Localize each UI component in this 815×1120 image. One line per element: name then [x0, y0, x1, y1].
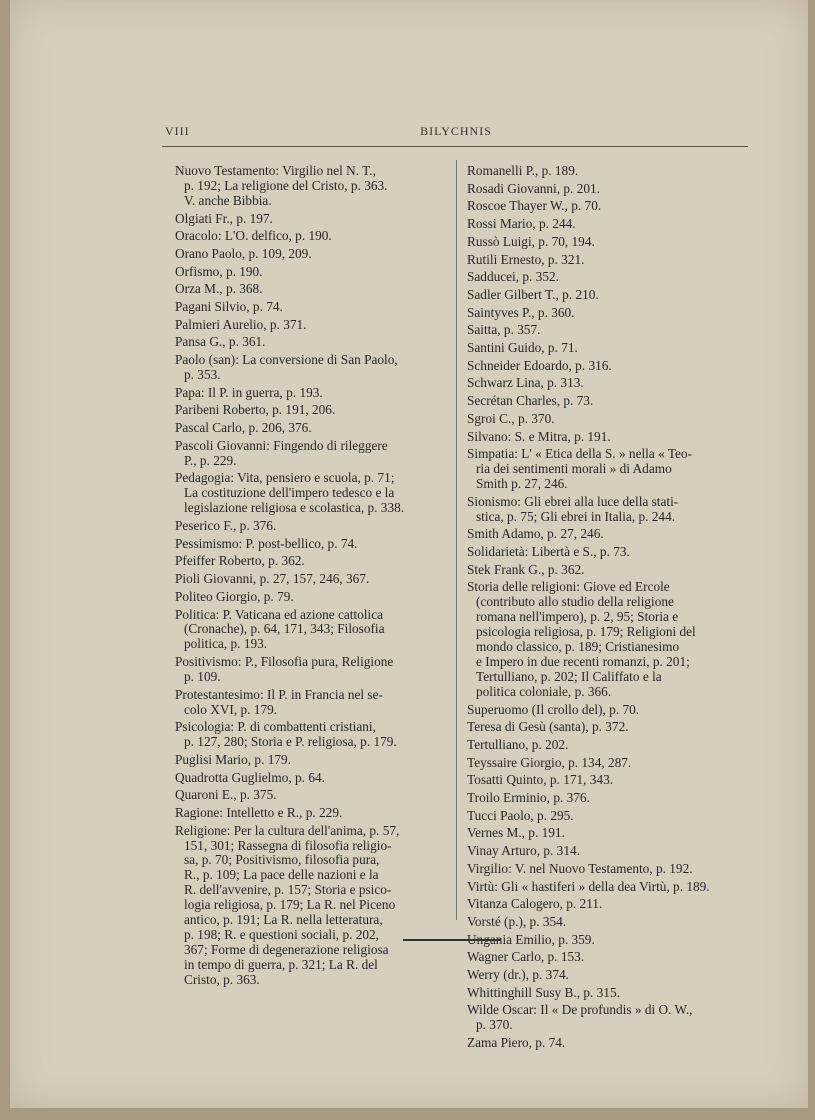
index-entry: [464, 809, 746, 824]
index-entry: [464, 933, 746, 948]
index-entry: [172, 688, 450, 718]
index-entry-line: (Cronache), p. 64, 171, 343; Filosofia: [184, 621, 385, 637]
index-entry-line: mondo classico, p. 189; Cristianesimo: [476, 639, 680, 655]
index-entry: [464, 897, 746, 912]
index-entry-line: Oracolo: L'O. delfico, p. 190.: [175, 228, 332, 244]
index-entry: [172, 335, 450, 350]
index-entry: [172, 386, 450, 401]
index-entry: [464, 394, 746, 409]
index-entry-line: Roscoe Thayer W., p. 70.: [467, 198, 602, 214]
index-entry-line: Quadrotta Guglielmo, p. 64.: [175, 769, 325, 785]
index-entry-line: Vorsté (p.), p. 354.: [467, 913, 567, 929]
index-entry-line: e Impero in due recenti romanzi, p. 201;: [476, 654, 690, 670]
index-entry: [172, 519, 450, 534]
index-entry-line: Religione: Per la cultura dell'anima, p. 57,: [175, 822, 400, 838]
index-entry: [172, 318, 450, 333]
index-entry-line: p. 353.: [184, 367, 221, 383]
index-entry: [464, 720, 746, 735]
index-entry-line: Whittinghill Susy B., p. 315.: [467, 984, 620, 1000]
index-entry: [464, 703, 746, 718]
index-entry-line: Tertulliano, p. 202; Il Califfato e la: [476, 668, 662, 684]
index-entry: [172, 608, 450, 653]
index-entry: [172, 572, 450, 587]
index-entry: [172, 537, 450, 552]
index-entry: [464, 738, 746, 753]
index-entry: [464, 915, 746, 930]
index-entry: [464, 545, 746, 560]
index-entry: [464, 986, 746, 1001]
index-entry-line: V. anche Bibbia.: [184, 192, 272, 208]
index-entry: [464, 791, 746, 806]
index-entry: [464, 1036, 746, 1051]
index-entry-line: Storia delle religioni: Giove ed Ercole: [467, 579, 670, 595]
index-entry-line: Vernes M., p. 191.: [467, 825, 565, 841]
index-entry: [172, 247, 450, 262]
index-entry-line: Politeo Giorgio, p. 79.: [175, 588, 294, 604]
index-entry: [464, 968, 746, 983]
index-column-right: [464, 164, 746, 1054]
index-entry: [464, 182, 746, 197]
index-entry: [464, 447, 746, 492]
index-entry: [464, 376, 746, 391]
page-folio: VIII: [165, 124, 190, 138]
index-entry-line: Pedagogia: Vita, pensiero e scuola, p. 71;: [175, 470, 395, 486]
index-entry: [172, 282, 450, 297]
index-entry-line: (contributo allo studio della religione: [476, 594, 674, 610]
index-entry: [464, 773, 746, 788]
index-entry-line: Protestantesimo: Il P. in Francia nel se-: [175, 686, 383, 702]
index-entry-line: R. dell'avvenire, p. 157; Storia e psico-: [184, 882, 392, 898]
index-entry-line: Pagani Silvio, p. 74.: [175, 299, 283, 315]
index-entry-line: Pioli Giovanni, p. 27, 157, 246, 367.: [175, 571, 370, 587]
index-entry: [464, 359, 746, 374]
index-entry-line: Virtù: Gli « hastiferi » della dea Virtù, p. 189.: [467, 878, 710, 894]
index-entry-line: psicologia religiosa, p. 179; Religioni del: [476, 624, 696, 640]
index-entry: [464, 495, 746, 525]
index-entry: [172, 164, 450, 209]
index-entry: [172, 265, 450, 280]
index-entry-line: p. 109.: [184, 668, 221, 684]
index-entry-line: Simpatia: L' « Etica della S. » nella « Teo-: [467, 446, 692, 462]
index-entry-line: 367; Forme di degenerazione religiosa: [184, 941, 389, 957]
index-entry-line: La costituzione dell'impero tedesco e la: [184, 485, 395, 501]
index-entry-line: Olgiati Fr., p. 197.: [175, 210, 273, 226]
index-entry: [172, 824, 450, 988]
index-entry-line: Pascoli Giovanni: Fingendo di rileggere: [175, 437, 388, 453]
index-entry-line: Smith Adamo, p. 27, 246.: [467, 526, 604, 542]
index-entry: [464, 217, 746, 232]
index-entry: [464, 199, 746, 214]
index-entry-line: romana nell'impero), p. 2, 95; Storia e: [476, 609, 679, 625]
index-entry-line: Rutili Ernesto, p. 321.: [467, 251, 585, 267]
index-entry-line: Orfismo, p. 190.: [175, 263, 263, 279]
index-entry-line: Rossi Mario, p. 244.: [467, 216, 576, 232]
index-entry-line: Paribeni Roberto, p. 191, 206.: [175, 402, 336, 418]
index-entry-line: stica, p. 75; Gli ebrei in Italia, p. 244.: [476, 508, 676, 524]
index-entry-line: Sadducei, p. 352.: [467, 269, 559, 285]
index-entry-line: antico, p. 191; La R. nella letteratura,: [184, 912, 383, 928]
index-entry: [464, 844, 746, 859]
index-entry: [172, 771, 450, 786]
index-entry-line: Sadler Gilbert T., p. 210.: [467, 286, 599, 302]
index-entry: [172, 353, 450, 383]
index-entry-line: Puglisi Mario, p. 179.: [175, 751, 291, 767]
index-column-left: [172, 164, 450, 990]
index-entry-line: Werry (dr.), p. 374.: [467, 967, 569, 983]
index-entry: [172, 212, 450, 227]
index-entry-line: Quaroni E., p. 375.: [175, 787, 277, 803]
index-entry-line: p. 198; R. e questioni sociali, p. 202,: [184, 927, 380, 942]
index-entry-line: Virgilio: V. nel Nuovo Testamento, p. 192.: [467, 860, 693, 876]
index-entry-line: Psicologia: P. di combattenti cristiani,: [175, 719, 376, 735]
index-entry-line: Schneider Edoardo, p. 316.: [467, 357, 612, 373]
index-entry-line: Troilo Erminio, p. 376.: [467, 790, 590, 806]
index-entry: [464, 862, 746, 877]
index-entry-line: Vinay Arturo, p. 314.: [467, 843, 580, 859]
index-entry-line: colo XVI, p. 179.: [184, 701, 278, 717]
index-entry: [172, 753, 450, 768]
index-entry-line: Pfeiffer Roberto, p. 362.: [175, 553, 305, 569]
index-entry-line: Peserico F., p. 376.: [175, 517, 277, 533]
index-entry-line: Saitta, p. 357.: [467, 322, 541, 338]
index-entry-line: Zama Piero, p. 74.: [467, 1035, 566, 1051]
index-entry-line: Santini Guido, p. 71.: [467, 340, 578, 356]
index-entry: [172, 554, 450, 569]
index-entry-line: Teyssaire Giorgio, p. 134, 287.: [467, 754, 632, 770]
index-entry-line: Pansa G., p. 361.: [175, 334, 266, 350]
index-entry-line: Vitanza Calogero, p. 211.: [467, 896, 603, 912]
index-entry-line: R., p. 109; La pace delle nazioni e la: [184, 867, 379, 883]
index-entry: [464, 341, 746, 356]
index-entry: [464, 1003, 746, 1033]
index-entry: [172, 229, 450, 244]
index-entry: [172, 655, 450, 685]
index-entry-line: Wagner Carlo, p. 153.: [467, 949, 585, 965]
index-entry: [464, 950, 746, 965]
index-entry-line: p. 370.: [476, 1017, 513, 1033]
index-entry-line: Tertulliano, p. 202.: [467, 736, 569, 752]
index-entry-line: Tosatti Quinto, p. 171, 343.: [467, 772, 614, 788]
index-entry-line: Politica: P. Vaticana ed azione cattolica: [175, 606, 383, 622]
index-entry: [172, 720, 450, 750]
index-entry-line: Sionismo: Gli ebrei alla luce della stati-: [467, 493, 679, 509]
index-entry: [464, 880, 746, 895]
index-entry: [464, 430, 746, 445]
index-entry: [464, 563, 746, 578]
index-entry-line: Superuomo (Il crollo del), p. 70.: [467, 701, 640, 717]
index-entry: [464, 306, 746, 321]
index-entry: [464, 164, 746, 179]
index-entry: [464, 580, 746, 699]
index-entry-line: Orano Paolo, p. 109, 209.: [175, 245, 312, 261]
index-entry-line: Palmieri Aurelio, p. 371.: [175, 316, 307, 332]
index-entry-line: Saintyves P., p. 360.: [467, 304, 575, 320]
index-entry-line: Orza M., p. 368.: [175, 281, 263, 297]
index-entry: [464, 527, 746, 542]
index-entry: [464, 323, 746, 338]
index-entry-line: politica coloniale, p. 366.: [476, 683, 612, 699]
index-entry: [464, 270, 746, 285]
index-entry-line: Russò Luigi, p. 70, 194.: [467, 233, 595, 249]
index-entry: [464, 412, 746, 427]
running-title: BILYCHNIS: [420, 124, 492, 138]
index-entry-line: Silvano: S. e Mitra, p. 191.: [467, 428, 611, 444]
index-entry: [464, 756, 746, 771]
index-entry-line: Rosadi Giovanni, p. 201.: [467, 180, 600, 196]
index-entry-line: legislazione religiosa e scolastica, p. 338.: [184, 500, 405, 516]
index-entry: [464, 253, 746, 268]
index-entry-line: p. 192; La religione del Cristo, p. 363.: [184, 177, 388, 193]
index-entry-line: Pascal Carlo, p. 206, 376.: [175, 420, 312, 436]
index-entry-line: P., p. 229.: [184, 452, 237, 468]
index-entry: [172, 788, 450, 803]
book-page: [10, 0, 808, 1108]
index-entry-line: Cristo, p. 363.: [184, 971, 260, 987]
index-entry: [172, 806, 450, 821]
index-entry-line: Pessimismo: P. post-bellico, p. 74.: [175, 535, 358, 551]
index-entry-line: Ragione: Intelletto e R., p. 229.: [175, 804, 343, 820]
index-entry-line: Sgroi C., p. 370.: [467, 410, 555, 426]
index-entry: [464, 288, 746, 303]
index-entry-line: Teresa di Gesù (santa), p. 372.: [467, 719, 629, 735]
index-entry-line: Paolo (san): La conversione di San Paolo,: [175, 352, 398, 368]
index-entry: [464, 235, 746, 250]
index-entry-line: logia religiosa, p. 179; La R. nel Piceno: [184, 897, 396, 913]
header-rule: [162, 146, 748, 147]
index-entry-line: Positivismo: P., Filosofia pura, Religione: [175, 654, 394, 670]
index-entry: [172, 439, 450, 469]
index-entry-line: Schwarz Lina, p. 313.: [467, 375, 584, 391]
index-entry-line: Secrétan Charles, p. 73.: [467, 393, 594, 409]
page-header: [165, 124, 747, 144]
column-divider: [456, 160, 457, 920]
index-entry: [172, 471, 450, 516]
index-entry: [172, 590, 450, 605]
index-entry-line: Tucci Paolo, p. 295.: [467, 807, 574, 823]
index-entry: [464, 826, 746, 841]
index-entry-line: Wilde Oscar: Il « De profundis » di O. W.,: [467, 1002, 693, 1018]
index-entry-line: sa, p. 70; Positivismo, filosofia pura,: [184, 852, 380, 868]
end-rule: [403, 939, 501, 941]
index-entry-line: Romanelli P., p. 189.: [467, 163, 579, 178]
index-entry-line: Ungania Emilio, p. 359.: [467, 931, 595, 947]
index-entry-line: in tempo di guerra, p. 321; La R. del: [184, 956, 378, 972]
index-entry-line: Papa: Il P. in guerra, p. 193.: [175, 384, 323, 400]
index-entry-line: Nuovo Testamento: Virgilio nel N. T.,: [175, 163, 376, 178]
index-entry-line: 151, 301; Rassegna di filosofia religio-: [184, 837, 392, 853]
index-entry-line: Solidarietà: Libertà e S., p. 73.: [467, 544, 630, 560]
index-entry-line: p. 127, 280; Storia e P. religiosa, p. 179.: [184, 734, 397, 750]
index-entry-line: Smith p. 27, 246.: [476, 476, 568, 492]
index-entry: [172, 421, 450, 436]
index-entry: [172, 403, 450, 418]
index-entry-line: ria dei sentimenti morali » di Adamo: [476, 461, 672, 477]
index-entry-line: politica, p. 193.: [184, 636, 268, 652]
index-entry: [172, 300, 450, 315]
index-entry-line: Stek Frank G., p. 362.: [467, 561, 585, 577]
